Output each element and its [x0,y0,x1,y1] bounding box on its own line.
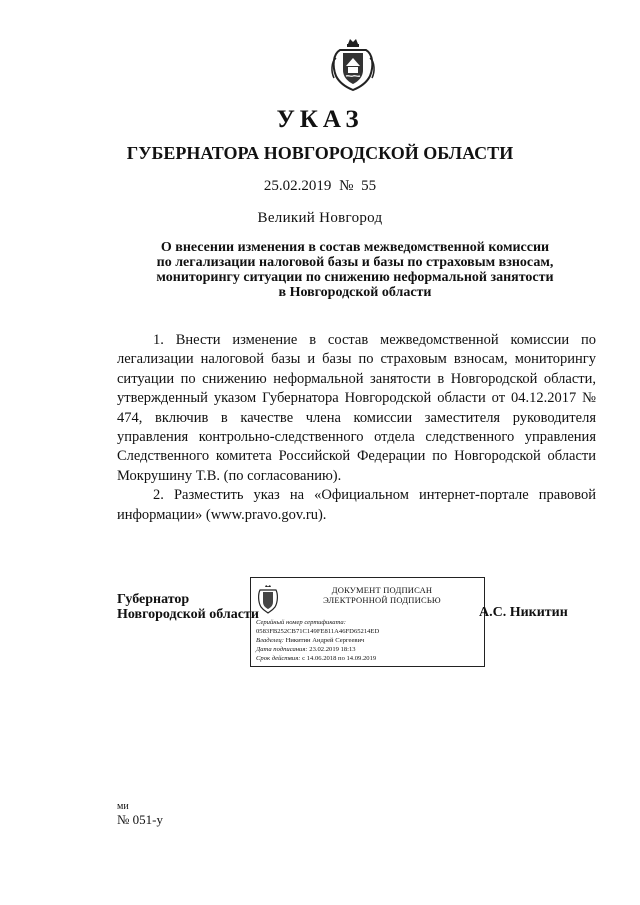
document-subtitle: ГУБЕРНАТОРА НОВГОРОДСКОЙ ОБЛАСТИ [126,143,514,163]
paragraph-1: 1. Внести изменение в состав межведомственной комиссии по легализации налоговой базы и базы по страховым взносам, мониторингу ситуации по снижению неформальной занятости в Новгородской области, утвержденный указом Губернатора Новгородской области от 04.12.2017 № 474, включив в качестве члена комиссии заместителя руководителя управления контрольно-следственного отдела следственного управления Следственного комитета Российской Федерации по Новгородской области Мокрушину Т.В. (по согласованию). [117,332,596,484]
stamp-details [256,618,379,663]
stamp-header-line: ДОКУМЕНТ ПОДПИСАН [331,585,433,595]
stamp-header-line: ЭЛЕКТРОННОЙ ПОДПИСЬЮ [323,595,441,605]
owner-label: Владелец: [256,637,284,644]
coat-of-arms-emblem [330,36,376,92]
signed-value: 23.02.2019 18:13 [309,646,356,653]
document-footer [117,801,163,827]
heading-line: О внесении изменения в состав межведомственной комиссии [160,240,550,255]
document-heading [120,240,590,300]
document-city: Великий Новгород [257,210,383,226]
valid-label: Срок действия: [256,655,301,662]
heading-line: мониторингу ситуации по снижению неформальной занятости [156,270,554,285]
cert-label: Серийный номер сертификата: [256,619,346,626]
signatory-title-line: Новгородской области [117,607,259,622]
footer-code: № 051-у [117,812,163,827]
coat-of-arms-icon [257,584,279,614]
paragraph-2: 2. Разместить указ на «Официальном интернет-портале правовой информации» (www.pravo.gov.ru). [117,487,596,523]
signatory-title [117,592,259,622]
cert-value: 0583FB252CB71C149FE811A46FD65214ED [256,628,380,635]
footer-initials: ми [117,801,129,812]
document-title: УКАЗ [276,106,364,133]
document-date: 25.02.2019 [263,178,332,194]
heading-line: в Новгородской области [278,285,432,300]
valid-value: с 14.06.2018 по 14.09.2019 [302,655,377,662]
signatory-title-line: Губернатор [117,592,190,607]
stamp-header [287,585,477,605]
number-sign: № [339,178,354,194]
document-date-number [0,178,640,195]
document-number: 55 [361,178,377,194]
signed-label: Дата подписания: [256,646,308,653]
owner-value: Никитин Андрей Сергеевич [285,637,365,644]
electronic-signature-stamp [250,577,485,667]
signatory-name: А.С. Никитин [479,605,568,620]
document-body [117,331,596,525]
heading-line: по легализации налоговой базы и базы по страховым взносам, [156,255,554,270]
